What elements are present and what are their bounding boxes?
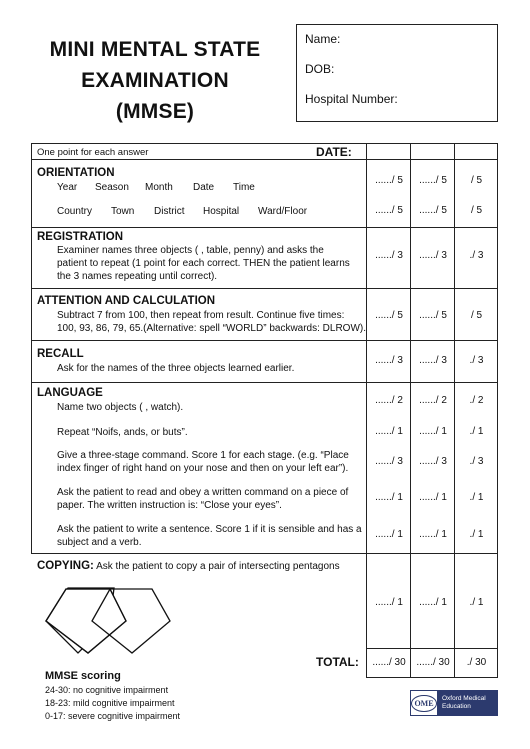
attention-title: ATTENTION AND CALCULATION — [37, 295, 216, 307]
attention-text — [57, 309, 366, 335]
score-field[interactable]: ....../ 3 — [375, 355, 403, 366]
copying-title: COPYING: — [37, 560, 94, 572]
scoring-line: 0-17: severe cognitive impairment — [45, 711, 181, 721]
page-title — [20, 34, 290, 127]
scoring-line: 24-30: no cognitive impairment — [45, 685, 169, 695]
orientation-item: Time — [233, 182, 255, 193]
score-field[interactable]: ....../ 3 — [375, 250, 403, 261]
orientation-item: Ward/Floor — [258, 206, 308, 217]
score-field[interactable]: ./ 1 — [469, 492, 484, 503]
score-field[interactable]: ....../ 1 — [375, 492, 403, 503]
score-field[interactable]: ....../ 3 — [419, 456, 447, 467]
logo-text: Oxford Medical Education — [438, 690, 498, 716]
score-field[interactable]: ....../ 1 — [419, 426, 447, 437]
text-line: the 3 names repeating until correct). — [57, 271, 218, 282]
language-item-text — [57, 486, 348, 512]
total-score-field[interactable]: ....../ 30 — [372, 657, 406, 668]
pentagon-left — [46, 589, 126, 653]
recall-title: RECALL — [37, 348, 84, 360]
language-item-text — [57, 523, 362, 549]
score-field[interactable]: ....../ 2 — [419, 395, 447, 406]
one-point-note: One point for each answer — [37, 147, 149, 158]
score-field[interactable]: ....../ 5 — [419, 310, 447, 321]
language-title: LANGUAGE — [37, 387, 103, 399]
recall-text: Ask for the names of the three objects learned earlier. — [57, 363, 295, 374]
orientation-item: Season — [95, 182, 129, 193]
registration-title: REGISTRATION — [37, 231, 124, 243]
text-line: Subtract 7 from 100, then repeat from result. Continue five times: — [57, 310, 345, 321]
name-field[interactable]: Name: — [305, 32, 341, 46]
score-field[interactable]: ....../ 5 — [375, 205, 403, 216]
registration-text — [57, 244, 350, 283]
score-field[interactable]: ....../ 1 — [419, 597, 447, 608]
text-line: Examiner names three objects ( , table, penny) and asks the — [57, 245, 324, 256]
orientation-item: Year — [57, 182, 78, 193]
date-label: DATE: — [316, 145, 352, 159]
patient-info-box — [296, 24, 498, 122]
text-line: Ask the patient to write a sentence. Score 1 if it is sensible and has a — [57, 524, 362, 535]
score-field[interactable]: ....../ 5 — [375, 175, 403, 186]
score-field[interactable]: ....../ 1 — [375, 597, 403, 608]
score-field[interactable]: ....../ 5 — [419, 205, 447, 216]
language-item-text — [57, 449, 349, 475]
score-field[interactable]: ....../ 1 — [375, 426, 403, 437]
score-field[interactable]: ./ 1 — [469, 529, 484, 540]
score-field[interactable]: ....../ 5 — [419, 175, 447, 186]
copying-instruction: Ask the patient to copy a pair of intersecting pentagons — [96, 561, 340, 572]
orientation-item: Town — [111, 206, 135, 217]
text-line: Give a three-stage command. Score 1 for each stage. (e.g. “Place — [57, 450, 349, 461]
score-field[interactable]: ./ 1 — [469, 597, 484, 608]
score-field[interactable]: ./ 3 — [469, 355, 484, 366]
language-item-text: Name two objects ( , watch). — [57, 402, 184, 413]
score-field[interactable]: ./ 3 — [469, 456, 484, 467]
score-field[interactable]: / 5 — [470, 205, 483, 216]
score-field[interactable]: ....../ 5 — [375, 310, 403, 321]
total-score-field[interactable]: ./ 30 — [466, 657, 487, 668]
score-field[interactable]: ....../ 3 — [419, 355, 447, 366]
title-line: EXAMINATION — [81, 69, 229, 92]
score-field[interactable]: ....../ 3 — [419, 250, 447, 261]
orientation-title: ORIENTATION — [37, 167, 115, 179]
orientation-item: Country — [57, 206, 93, 217]
score-field[interactable]: ....../ 3 — [375, 456, 403, 467]
score-field[interactable]: ....../ 1 — [375, 529, 403, 540]
score-field[interactable]: ....../ 1 — [419, 529, 447, 540]
language-item-text: Repeat “Noifs, ands, or buts”. — [57, 427, 188, 438]
text-line: paper. The written instruction is: “Close your eyes”. — [57, 500, 282, 511]
score-field[interactable]: ....../ 1 — [419, 492, 447, 503]
orientation-item: Hospital — [203, 206, 240, 217]
orientation-item: District — [154, 206, 185, 217]
ome-mark: OME — [410, 690, 438, 716]
score-field[interactable]: / 5 — [470, 310, 483, 321]
score-field[interactable]: ....../ 2 — [375, 395, 403, 406]
title-line: MINI MENTAL STATE — [49, 38, 261, 61]
score-field[interactable]: ./ 1 — [469, 426, 484, 437]
hospital-number-field[interactable]: Hospital Number: — [305, 92, 398, 106]
score-field[interactable]: ./ 3 — [469, 250, 484, 261]
score-field[interactable]: ./ 2 — [469, 395, 484, 406]
text-line: Ask the patient to read and obey a written command on a piece of — [57, 487, 349, 498]
dob-field[interactable]: DOB: — [305, 62, 335, 76]
scoring-title: MMSE scoring — [45, 670, 121, 682]
orientation-item: Date — [193, 182, 215, 193]
total-label: TOTAL: — [316, 655, 359, 669]
text-line: subject and a verb. — [57, 537, 142, 548]
text-line: patient to repeat (1 point for each correct. THEN the patient learns — [57, 258, 350, 269]
title-line: (MMSE) — [115, 100, 195, 123]
text-line: 100, 93, 86, 79, 65.(Alternative: spell “WORLD” backwards: DLROW). — [57, 323, 367, 334]
orientation-item: Month — [145, 182, 173, 193]
oxford-medical-education-logo — [410, 690, 498, 716]
score-field[interactable]: / 5 — [470, 175, 483, 186]
copying-heading — [37, 560, 340, 573]
total-score-field[interactable]: ....../ 30 — [416, 657, 450, 668]
text-line: index finger of right hand on your nose and then on your left ear”). — [57, 463, 349, 474]
scoring-line: 18-23: mild cognitive impairment — [45, 698, 175, 708]
pentagon-pair — [40, 583, 190, 658]
